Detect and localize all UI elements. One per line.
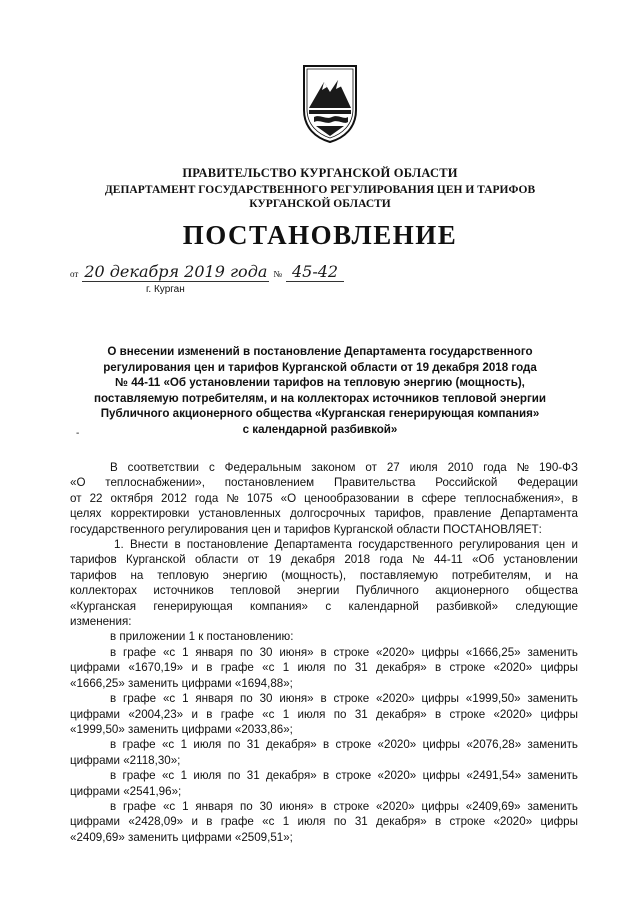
body-word: 1075 bbox=[246, 491, 273, 505]
body-word: июля bbox=[297, 661, 326, 675]
body-word: года bbox=[379, 553, 403, 567]
body-word: строке bbox=[335, 738, 372, 752]
body-word: строке bbox=[449, 661, 486, 675]
body-line bbox=[70, 768, 578, 783]
body-word: от bbox=[247, 553, 260, 567]
body-word: сфере bbox=[421, 491, 457, 505]
handwritten-date: 20 декабря 2019 года bbox=[84, 262, 268, 281]
body-word: «2409,69» bbox=[465, 799, 521, 813]
body-word: «2428,09» bbox=[128, 815, 184, 829]
body-word: тарифов bbox=[70, 568, 117, 582]
body-word: № bbox=[412, 553, 425, 567]
body-word: постановление bbox=[186, 538, 269, 552]
body-line bbox=[70, 522, 578, 537]
body-word: декабря» bbox=[266, 769, 317, 783]
body-word: 1 bbox=[182, 799, 189, 813]
body-word: в bbox=[110, 645, 117, 659]
body-word: акционерного bbox=[435, 584, 509, 598]
body-word: графе bbox=[123, 645, 157, 659]
body-line bbox=[70, 799, 578, 814]
body-word: соответствии bbox=[127, 461, 200, 474]
department-name-line1: ДЕПАРТАМЕНТ ГОСУДАРСТВЕННОГО РЕГУЛИРОВАНИЯ ЦЕН И ТАРИФОВ bbox=[104, 184, 536, 196]
body-line bbox=[70, 707, 578, 722]
body-word: энергию bbox=[222, 568, 268, 582]
body-word: по bbox=[333, 815, 347, 829]
body-word: в приложении 1 к постановлению: bbox=[110, 630, 294, 644]
body-word: поставляемую bbox=[359, 568, 439, 582]
body-line bbox=[70, 660, 578, 675]
body-word: целях bbox=[70, 507, 102, 521]
body-word: на bbox=[130, 568, 144, 582]
body-word: «2020» bbox=[493, 661, 533, 675]
body-word: общества bbox=[525, 584, 578, 598]
body-word: по bbox=[227, 738, 241, 752]
body-word: января bbox=[195, 645, 234, 659]
body-word: января bbox=[195, 692, 234, 706]
body-word: 31 bbox=[354, 707, 368, 721]
body-word: декабря» bbox=[376, 815, 427, 829]
body-word: регулирования bbox=[459, 538, 540, 552]
body-word: декабря» bbox=[376, 707, 427, 721]
body-word: изменения: bbox=[70, 615, 132, 629]
body-word: июня» bbox=[279, 645, 314, 659]
body-word: № bbox=[516, 461, 530, 474]
body-line bbox=[70, 722, 578, 737]
body-word: «с bbox=[262, 661, 275, 675]
body-word: «2004,23» bbox=[128, 707, 184, 721]
body-word: графе bbox=[220, 661, 254, 675]
body-line bbox=[70, 814, 578, 829]
body-word: «1670,19» bbox=[128, 661, 184, 675]
body-word: календарной bbox=[348, 599, 419, 613]
body-word: «2020» bbox=[375, 645, 415, 659]
body-word: 1 bbox=[182, 645, 189, 659]
body-word: июня» bbox=[279, 692, 314, 706]
body-word: 30 bbox=[259, 692, 273, 706]
body-word: 1 bbox=[282, 707, 290, 721]
body-line bbox=[70, 552, 578, 567]
body-word: «2076,28» bbox=[466, 738, 522, 752]
body-line bbox=[70, 614, 578, 629]
body-word: по bbox=[333, 707, 347, 721]
body-word: Публичного bbox=[355, 584, 419, 598]
subject-line: Публичного акционерного общества «Курганская генерирующая компания» bbox=[100, 407, 540, 420]
department-name-line2: КУРГАНСКОЙ ОБЛАСТИ bbox=[249, 198, 391, 210]
body-word: января bbox=[195, 799, 234, 813]
body-word: цифрами bbox=[70, 661, 120, 675]
body-word: № bbox=[226, 491, 239, 505]
body-word: на bbox=[565, 568, 578, 582]
body-word: июля bbox=[297, 707, 326, 721]
body-word: в bbox=[435, 661, 442, 675]
body-word: в bbox=[323, 769, 330, 783]
body-word: правление bbox=[433, 507, 492, 521]
body-word: с bbox=[325, 599, 332, 613]
body-word: Курганской bbox=[126, 553, 186, 567]
body-line bbox=[70, 737, 578, 752]
body-word: Департамента bbox=[500, 507, 578, 521]
body-line bbox=[70, 568, 578, 583]
body-word: «О bbox=[280, 491, 297, 505]
body-word: «2020» bbox=[375, 799, 415, 813]
body-word: области bbox=[194, 553, 239, 567]
body-line bbox=[70, 537, 578, 552]
body-line bbox=[70, 691, 578, 706]
body-line bbox=[70, 676, 578, 691]
body-word: ценообразовании bbox=[304, 491, 400, 505]
body-word: заменить bbox=[527, 769, 578, 783]
body-word: 1. bbox=[114, 538, 124, 552]
body-word: с bbox=[208, 461, 215, 474]
body-word: «1999,50» заменить цифрами «2033,86»; bbox=[70, 722, 293, 736]
body-word: по bbox=[239, 799, 253, 813]
body-line bbox=[70, 645, 578, 660]
government-name: ПРАВИТЕЛЬСТВО КУРГАНСКОЙ ОБЛАСТИ bbox=[182, 166, 458, 180]
body-word: 2018 bbox=[344, 553, 371, 567]
body-word: корректировки bbox=[110, 507, 190, 521]
body-word: источников bbox=[153, 584, 214, 598]
body-word: «2020» bbox=[377, 738, 417, 752]
body-word: «2020» bbox=[493, 815, 533, 829]
body-word: 30 bbox=[259, 799, 273, 813]
body-word: цифрами bbox=[70, 707, 120, 721]
body-word: и bbox=[544, 568, 552, 582]
body-word: тепловую bbox=[157, 568, 209, 582]
body-word: 2010 bbox=[447, 461, 474, 474]
dateline bbox=[70, 262, 344, 282]
body-word: цифры bbox=[421, 692, 459, 706]
body-word: «О bbox=[70, 476, 86, 490]
subject-line: регулирования цен и тарифов Курганской области от 19 декабря 2018 года bbox=[103, 360, 537, 374]
body-word: 31 bbox=[354, 815, 368, 829]
body-word: генерирующая bbox=[153, 599, 233, 613]
body-word: 1 bbox=[182, 692, 189, 706]
body-word: графе bbox=[122, 769, 156, 783]
body-word: Федерации bbox=[517, 476, 578, 490]
body-word: в bbox=[174, 538, 181, 552]
body-word: «2020» bbox=[377, 769, 417, 783]
body-word: и bbox=[191, 707, 198, 721]
body-word: «2020» bbox=[493, 707, 533, 721]
body-word: в bbox=[206, 815, 213, 829]
body-line bbox=[70, 475, 578, 490]
body-word: июля bbox=[409, 461, 438, 474]
body-word: строке bbox=[333, 645, 370, 659]
handwritten-number: 45-42 bbox=[286, 262, 344, 282]
body-word: цифры bbox=[422, 738, 461, 752]
body-word: и bbox=[191, 661, 198, 675]
body-word: 1 bbox=[180, 738, 188, 752]
body-word: в bbox=[206, 661, 213, 675]
from-label: от bbox=[70, 269, 79, 279]
body-word: цифрами bbox=[70, 815, 120, 829]
body-word: декабря» bbox=[376, 661, 427, 675]
body-word: Департамента bbox=[274, 538, 352, 552]
body-line bbox=[70, 583, 578, 598]
body-word: коллекторах bbox=[70, 584, 137, 598]
body-word: 2012 bbox=[161, 491, 187, 505]
body-word: по bbox=[333, 661, 347, 675]
body-word: года bbox=[194, 491, 219, 505]
body-word: цифры bbox=[421, 799, 459, 813]
body-word: тарифов, bbox=[374, 507, 425, 521]
body-word: 44-11 bbox=[433, 553, 463, 567]
body-word: В bbox=[110, 461, 118, 474]
body-word: цен bbox=[545, 538, 566, 552]
body-word: теплоснабжения», bbox=[464, 491, 564, 505]
body-word: в bbox=[320, 692, 327, 706]
body-word: Федеральным bbox=[224, 461, 302, 474]
body-word: цифрами «2541,96»; bbox=[70, 784, 182, 798]
body-word: и bbox=[571, 538, 578, 552]
body-word: по bbox=[227, 769, 241, 783]
body-word: «с bbox=[162, 645, 176, 659]
body-word: заменить bbox=[527, 738, 578, 752]
body-word: теплоснабжении», bbox=[105, 476, 205, 490]
body-word: государственного регулирования цен и тарифов Курганской области ПОСТАНОВЛЯЕТ: bbox=[70, 522, 542, 536]
body-word: графе bbox=[123, 799, 157, 813]
body-word: 19 bbox=[268, 553, 282, 567]
body-word: октября bbox=[110, 491, 153, 505]
body-word: заменить bbox=[527, 799, 578, 813]
body-word: «с bbox=[262, 815, 275, 829]
body-word: графе bbox=[220, 707, 254, 721]
body-word: долгосрочных bbox=[289, 507, 366, 521]
body-word: «2491,54» bbox=[466, 769, 522, 783]
body-word: государственного bbox=[358, 538, 453, 552]
body-word: «1666,25» bbox=[465, 645, 521, 659]
body-word: компания» bbox=[250, 599, 308, 613]
body-word: в bbox=[435, 815, 442, 829]
body-word: 22 bbox=[89, 491, 103, 505]
body-word: в bbox=[110, 799, 117, 813]
body-word: «с bbox=[162, 692, 176, 706]
body-word: законом bbox=[311, 461, 356, 474]
body-word: по bbox=[239, 692, 253, 706]
body-word: Российской bbox=[435, 476, 498, 490]
body-word: цифры bbox=[422, 769, 461, 783]
body-line bbox=[70, 491, 578, 506]
subject-line: О внесении изменений в постановление Департамента государственного bbox=[107, 345, 533, 358]
body-line bbox=[70, 460, 578, 475]
coat-of-arms-icon bbox=[300, 62, 360, 144]
body-word: установлении bbox=[503, 553, 578, 567]
body-word: графе bbox=[220, 815, 254, 829]
body-word: «с bbox=[161, 769, 175, 783]
body-word: по bbox=[239, 645, 253, 659]
body-word: (мощность), bbox=[281, 568, 347, 582]
body-word: от bbox=[365, 461, 377, 474]
body-word: в bbox=[110, 769, 117, 783]
body-word: в bbox=[110, 692, 117, 706]
body-word: «с bbox=[262, 707, 275, 721]
body-word: декабря bbox=[290, 553, 335, 567]
body-line bbox=[70, 753, 578, 768]
stray-mark: - bbox=[76, 428, 80, 439]
document-body bbox=[70, 460, 578, 845]
body-word: «2020» bbox=[375, 692, 415, 706]
body-word: цифрами «2118,30»; bbox=[70, 753, 181, 767]
body-word: июля bbox=[193, 738, 222, 752]
body-word: тепловой bbox=[230, 584, 281, 598]
body-word: «Об bbox=[472, 553, 495, 567]
document-subject bbox=[70, 344, 570, 437]
body-word: цифры bbox=[540, 661, 578, 675]
body-word: графе bbox=[123, 692, 157, 706]
body-word: заменить bbox=[527, 645, 578, 659]
body-word: в bbox=[110, 738, 117, 752]
body-word: в bbox=[320, 799, 327, 813]
body-line bbox=[70, 599, 578, 614]
body-word: постановлением bbox=[224, 476, 315, 490]
body-word: 27 bbox=[386, 461, 400, 474]
body-word: декабря» bbox=[266, 738, 317, 752]
subject-line: № 44-11 «Об установлении тарифов на тепловую энергию (мощность), bbox=[115, 376, 525, 389]
body-word: потребителям, bbox=[451, 568, 531, 582]
body-line bbox=[70, 629, 578, 644]
body-line bbox=[70, 830, 578, 845]
body-word: 31 bbox=[246, 738, 260, 752]
body-word: июня» bbox=[279, 799, 314, 813]
body-word: графе bbox=[122, 738, 156, 752]
city-name: г. Курган bbox=[146, 284, 185, 295]
body-word: заменить bbox=[527, 692, 578, 706]
body-word: в bbox=[407, 491, 414, 505]
body-word: цифры bbox=[540, 707, 578, 721]
body-word: 1 bbox=[282, 661, 290, 675]
body-word: в bbox=[320, 645, 327, 659]
body-word: «1999,50» bbox=[465, 692, 521, 706]
body-word: Внести bbox=[129, 538, 169, 552]
body-word: разбивкой» bbox=[436, 599, 499, 613]
body-word: 190-ФЗ bbox=[538, 461, 578, 474]
body-line bbox=[70, 506, 578, 521]
body-word: цифры bbox=[540, 815, 578, 829]
body-word: «Курганская bbox=[70, 599, 136, 613]
body-word: июля bbox=[193, 769, 222, 783]
document-title: ПОСТАНОВЛЕНИЕ bbox=[182, 220, 458, 250]
body-word: от bbox=[70, 491, 82, 505]
body-word: следующие bbox=[515, 599, 578, 613]
body-word: строке bbox=[449, 815, 486, 829]
body-word: в bbox=[323, 738, 330, 752]
body-word: энергии bbox=[296, 584, 340, 598]
number-label: № bbox=[273, 269, 282, 279]
body-word: цифры bbox=[421, 645, 459, 659]
body-word: 1 bbox=[282, 815, 290, 829]
body-word: 1 bbox=[180, 769, 188, 783]
body-word: 30 bbox=[259, 645, 273, 659]
subject-line: поставляемую потребителям, и на коллекторах источников тепловой энергии bbox=[93, 391, 547, 405]
body-word: июля bbox=[297, 815, 326, 829]
body-word: в bbox=[571, 491, 578, 505]
body-word: строке bbox=[449, 707, 486, 721]
body-word: в bbox=[206, 707, 213, 721]
body-word: и bbox=[191, 815, 198, 829]
body-word: строке bbox=[333, 799, 370, 813]
body-word: в bbox=[435, 707, 442, 721]
body-word: «с bbox=[161, 738, 175, 752]
body-word: «2409,69» заменить цифрами «2509,51»; bbox=[70, 830, 293, 844]
body-word: 31 bbox=[354, 661, 368, 675]
body-word: строке bbox=[333, 692, 370, 706]
body-word: «1666,25» заменить цифрами «1694,88»; bbox=[70, 676, 293, 690]
body-word: «с bbox=[162, 799, 176, 813]
body-word: строке bbox=[335, 769, 372, 783]
body-word: 31 bbox=[246, 769, 260, 783]
body-word: тарифов bbox=[70, 553, 117, 567]
body-line bbox=[70, 784, 578, 799]
body-word: установленных bbox=[198, 507, 281, 521]
subject-line: с календарной разбивкой» bbox=[242, 422, 398, 436]
body-word: Правительства bbox=[333, 476, 416, 490]
body-word: года bbox=[483, 461, 507, 474]
